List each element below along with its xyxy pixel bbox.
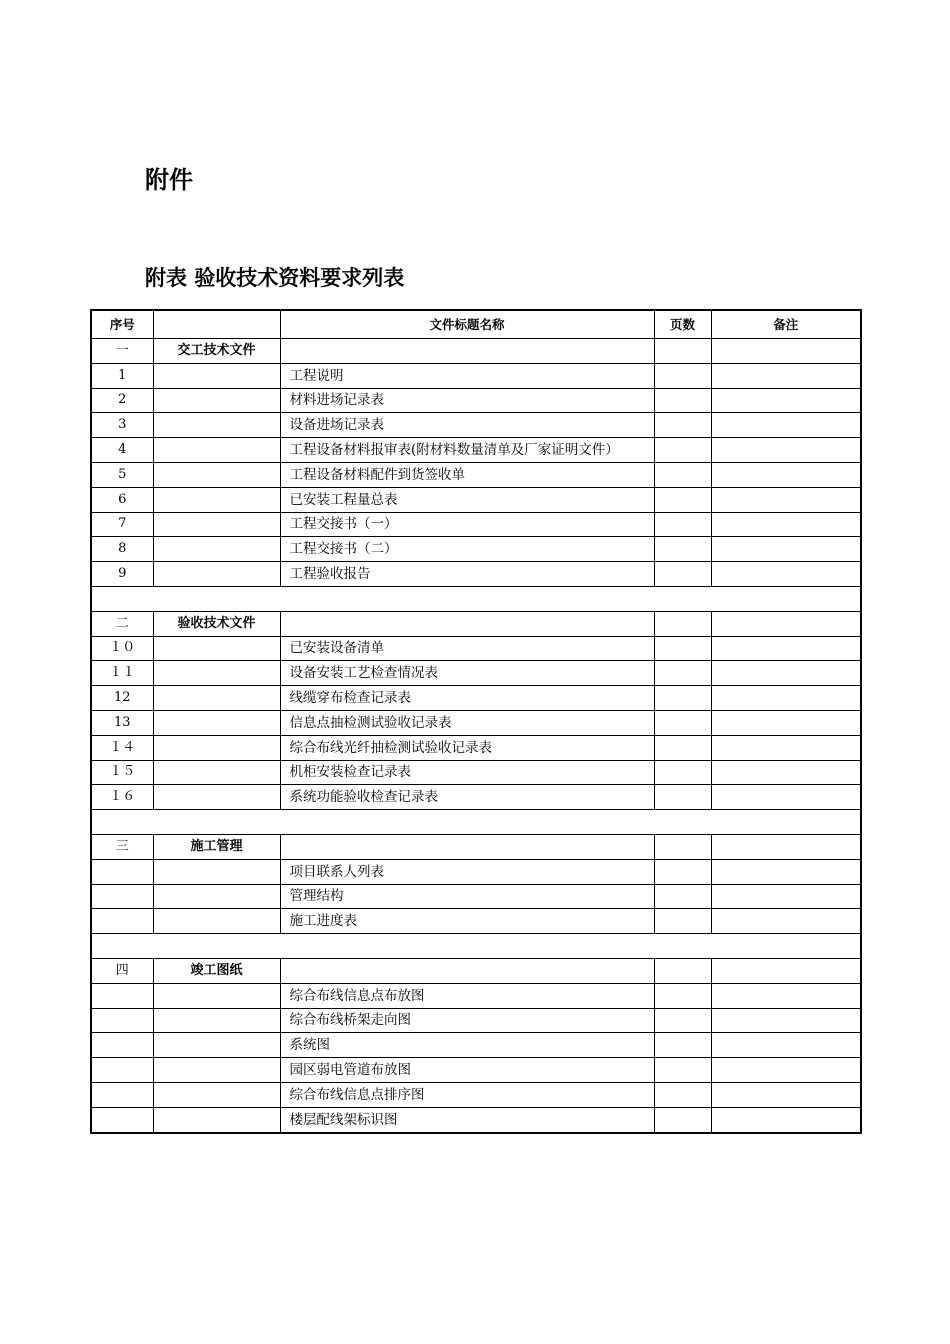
category-cell [153, 487, 280, 512]
remarks-cell [711, 1058, 861, 1083]
title-cell: 工程交接书（一） [280, 512, 654, 537]
pages-cell [654, 636, 711, 661]
table-row [91, 388, 861, 413]
seq-cell [91, 859, 153, 884]
title-cell: 设备进场记录表 [280, 413, 654, 438]
category-cell [153, 363, 280, 388]
header-title: 文件标题名称 [280, 310, 654, 339]
title-cell: 项目联系人列表 [280, 859, 654, 884]
title-cell: 综合布线光纤抽检测试验收记录表 [280, 735, 654, 760]
category-cell [153, 661, 280, 686]
table-row [91, 760, 861, 785]
header-pages: 页数 [654, 310, 711, 339]
requirements-table-container [90, 309, 860, 1134]
seq-cell: 4 [91, 438, 153, 463]
remarks-cell [711, 834, 861, 859]
table-row [91, 909, 861, 934]
category-cell [153, 686, 280, 711]
pages-cell [654, 611, 711, 636]
seq-cell: 四 [91, 958, 153, 983]
seq-cell: 2 [91, 388, 153, 413]
table-row [91, 363, 861, 388]
seq-cell [91, 1082, 153, 1107]
remarks-cell [711, 611, 861, 636]
seq-cell [91, 1033, 153, 1058]
category-cell [153, 537, 280, 562]
table-row [91, 438, 861, 463]
seq-cell [91, 1058, 153, 1083]
remarks-cell [711, 661, 861, 686]
title-cell [280, 958, 654, 983]
table-row [91, 735, 861, 760]
table-row [91, 785, 861, 810]
remarks-cell [711, 363, 861, 388]
pages-cell [654, 413, 711, 438]
title-cell: 综合布线信息点布放图 [280, 983, 654, 1008]
title-cell: 楼层配线架标识图 [280, 1107, 654, 1132]
table-row [91, 1082, 861, 1107]
pages-cell [654, 388, 711, 413]
title-cell [280, 339, 654, 364]
header-category [153, 310, 280, 339]
pages-cell [654, 487, 711, 512]
seq-cell [91, 884, 153, 909]
pages-cell [654, 462, 711, 487]
pages-cell [654, 1107, 711, 1132]
pages-cell [654, 686, 711, 711]
title-cell: 园区弱电管道布放图 [280, 1058, 654, 1083]
remarks-cell [711, 438, 861, 463]
category-cell: 交工技术文件 [153, 339, 280, 364]
pages-cell [654, 438, 711, 463]
table-row [91, 413, 861, 438]
seq-cell [91, 1107, 153, 1132]
title-cell: 线缆穿布检查记录表 [280, 686, 654, 711]
pages-cell [654, 363, 711, 388]
table-spacer-row [91, 810, 861, 835]
table-row [91, 661, 861, 686]
title-cell: 施工进度表 [280, 909, 654, 934]
table-row [91, 462, 861, 487]
category-cell [153, 413, 280, 438]
title-cell: 工程说明 [280, 363, 654, 388]
pages-cell [654, 512, 711, 537]
category-cell [153, 760, 280, 785]
table-section-row [91, 611, 861, 636]
remarks-cell [711, 512, 861, 537]
spacer-cell [91, 810, 861, 835]
title-cell: 管理结构 [280, 884, 654, 909]
category-cell [153, 512, 280, 537]
remarks-cell [711, 1008, 861, 1033]
title-cell: 已安装设备清单 [280, 636, 654, 661]
table-section-row [91, 958, 861, 983]
title-cell: 工程设备材料配件到货签收单 [280, 462, 654, 487]
remarks-cell [711, 537, 861, 562]
remarks-cell [711, 859, 861, 884]
pages-cell [654, 339, 711, 364]
title-cell: 信息点抽检测试验收记录表 [280, 710, 654, 735]
title-cell: 工程交接书（二） [280, 537, 654, 562]
category-cell [153, 636, 280, 661]
seq-cell: 7 [91, 512, 153, 537]
remarks-cell [711, 686, 861, 711]
title-cell: 材料进场记录表 [280, 388, 654, 413]
table-header-row [91, 310, 861, 339]
table-row [91, 1033, 861, 1058]
pages-cell [654, 834, 711, 859]
table-spacer-row [91, 934, 861, 959]
remarks-cell [711, 760, 861, 785]
seq-cell: １０ [91, 636, 153, 661]
seq-cell: 1 [91, 363, 153, 388]
remarks-cell [711, 388, 861, 413]
pages-cell [654, 710, 711, 735]
spacer-cell [91, 934, 861, 959]
seq-cell: １１ [91, 661, 153, 686]
table-row [91, 884, 861, 909]
category-cell [153, 859, 280, 884]
remarks-cell [711, 487, 861, 512]
remarks-cell [711, 636, 861, 661]
title-cell: 机柜安装检查记录表 [280, 760, 654, 785]
title-cell: 综合布线信息点排序图 [280, 1082, 654, 1107]
category-cell [153, 983, 280, 1008]
remarks-cell [711, 710, 861, 735]
title-cell: 工程设备材料报审表(附材料数量清单及厂家证明文件） [280, 438, 654, 463]
remarks-cell [711, 1082, 861, 1107]
table-row [91, 1058, 861, 1083]
pages-cell [654, 958, 711, 983]
table-section-row [91, 339, 861, 364]
pages-cell [654, 1008, 711, 1033]
pages-cell [654, 909, 711, 934]
category-cell [153, 388, 280, 413]
title-cell: 设备安装工艺检查情况表 [280, 661, 654, 686]
pages-cell [654, 1033, 711, 1058]
pages-cell [654, 760, 711, 785]
category-cell [153, 735, 280, 760]
header-seq: 序号 [91, 310, 153, 339]
seq-cell: 9 [91, 562, 153, 587]
table-row [91, 686, 861, 711]
requirements-table [90, 309, 862, 1134]
category-cell [153, 884, 280, 909]
remarks-cell [711, 958, 861, 983]
category-cell [153, 710, 280, 735]
category-cell [153, 1033, 280, 1058]
remarks-cell [711, 909, 861, 934]
table-title: 附表 验收技术资料要求列表 [145, 266, 405, 290]
remarks-cell [711, 1033, 861, 1058]
pages-cell [654, 785, 711, 810]
category-cell [153, 562, 280, 587]
category-cell [153, 1082, 280, 1107]
header-remarks: 备注 [711, 310, 861, 339]
category-cell [153, 462, 280, 487]
seq-cell: 6 [91, 487, 153, 512]
pages-cell [654, 562, 711, 587]
seq-cell: 13 [91, 710, 153, 735]
category-cell [153, 1058, 280, 1083]
title-cell: 系统功能验收检查记录表 [280, 785, 654, 810]
seq-cell: １６ [91, 785, 153, 810]
title-cell: 系统图 [280, 1033, 654, 1058]
remarks-cell [711, 462, 861, 487]
pages-cell [654, 884, 711, 909]
table-row [91, 636, 861, 661]
remarks-cell [711, 413, 861, 438]
category-cell [153, 1107, 280, 1132]
seq-cell [91, 1008, 153, 1033]
remarks-cell [711, 562, 861, 587]
pages-cell [654, 1058, 711, 1083]
seq-cell: １５ [91, 760, 153, 785]
table-row [91, 487, 861, 512]
seq-cell: 3 [91, 413, 153, 438]
remarks-cell [711, 884, 861, 909]
seq-cell: 12 [91, 686, 153, 711]
pages-cell [654, 537, 711, 562]
pages-cell [654, 661, 711, 686]
table-row [91, 1107, 861, 1132]
seq-cell: 5 [91, 462, 153, 487]
table-row [91, 1008, 861, 1033]
title-cell [280, 834, 654, 859]
category-cell: 竣工图纸 [153, 958, 280, 983]
seq-cell: 三 [91, 834, 153, 859]
pages-cell [654, 859, 711, 884]
title-cell: 综合布线桥架走向图 [280, 1008, 654, 1033]
title-cell: 已安装工程量总表 [280, 487, 654, 512]
table-row [91, 562, 861, 587]
table-row [91, 859, 861, 884]
pages-cell [654, 735, 711, 760]
table-row [91, 512, 861, 537]
seq-cell: 二 [91, 611, 153, 636]
seq-cell: 8 [91, 537, 153, 562]
remarks-cell [711, 785, 861, 810]
remarks-cell [711, 1107, 861, 1132]
remarks-cell [711, 339, 861, 364]
pages-cell [654, 1082, 711, 1107]
title-cell [280, 611, 654, 636]
category-cell [153, 438, 280, 463]
category-cell [153, 785, 280, 810]
table-row [91, 983, 861, 1008]
seq-cell [91, 909, 153, 934]
category-cell: 验收技术文件 [153, 611, 280, 636]
seq-cell [91, 983, 153, 1008]
remarks-cell [711, 735, 861, 760]
seq-cell: 一 [91, 339, 153, 364]
title-cell: 工程验收报告 [280, 562, 654, 587]
seq-cell: １４ [91, 735, 153, 760]
remarks-cell [711, 983, 861, 1008]
table-row [91, 710, 861, 735]
table-row [91, 537, 861, 562]
category-cell: 施工管理 [153, 834, 280, 859]
category-cell [153, 1008, 280, 1033]
table-section-row [91, 834, 861, 859]
spacer-cell [91, 586, 861, 611]
table-spacer-row [91, 586, 861, 611]
page-heading: 附件 [145, 166, 193, 194]
category-cell [153, 909, 280, 934]
pages-cell [654, 983, 711, 1008]
